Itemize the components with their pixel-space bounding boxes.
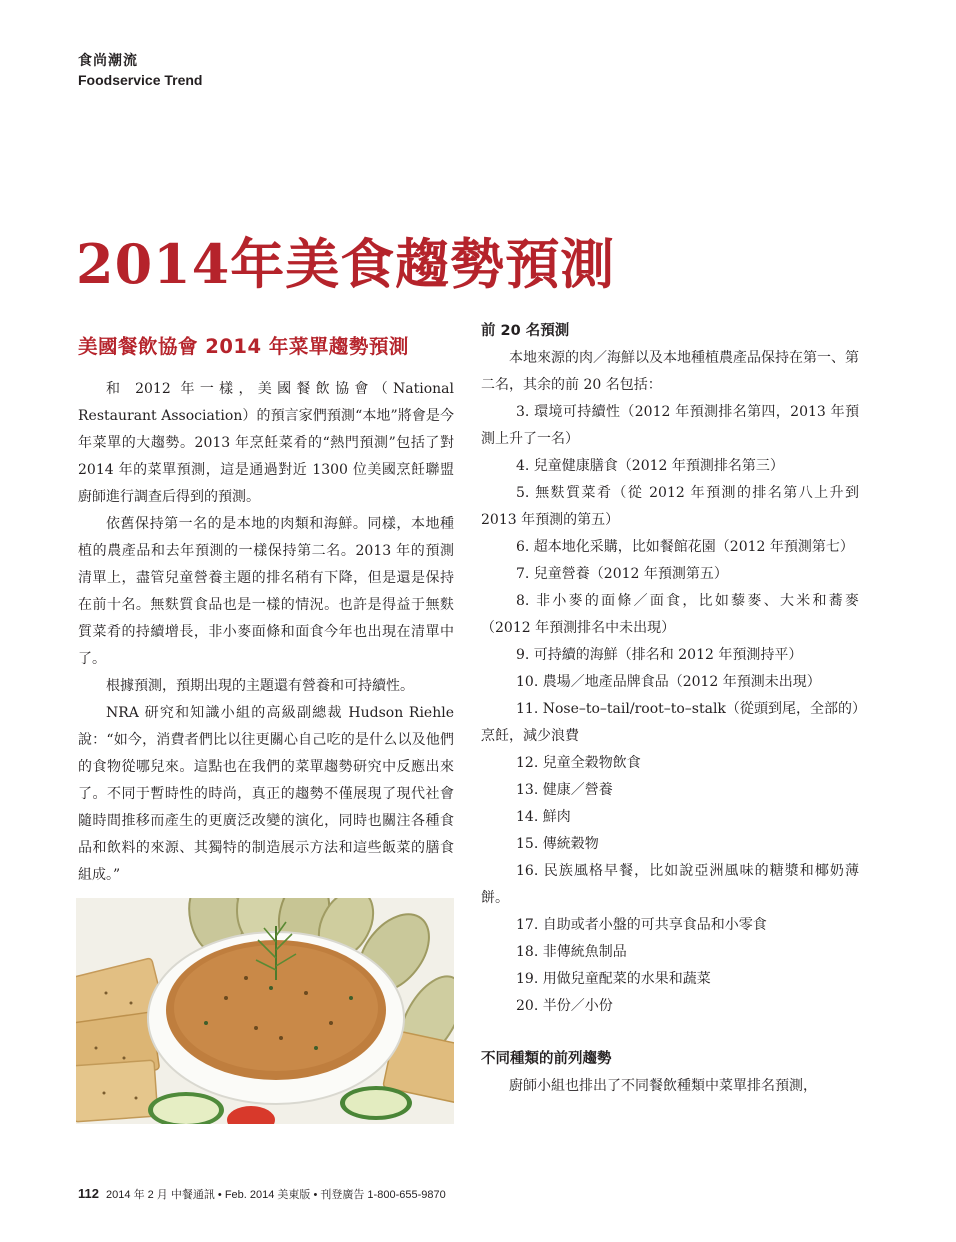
hummus-dip-illustration	[76, 898, 454, 1124]
paragraph: NRA 研究和知識小組的高級副總裁 Hudson Riehle 說：“如今，消費者們比以往更關心自己吃的是什么以及他們的食物從哪兒來。這點也在我們的菜單趨勢研究中反應出來了。不同于暫時性的時尚，真正的趨勢不僅展現了現代社會隨時間推移而產生的更廣泛改變的演化，同時也關注各種食品和飲料的來源、其獨特的制造展示方法和這些飯菜的膳食組成。”	[78, 705, 454, 883]
footer-text: 2014 年 2 月 中餐通訊 • Feb. 2014 美東版 • 刊登廣告 1-800-655-9870	[106, 1189, 446, 1201]
section-label: 食尚潮流	[78, 53, 138, 69]
list-item: 15. 傳統穀物	[516, 836, 599, 852]
list-item: 8. 非小麥的面條／面食，比如藜麥、大米和蕎麥（2012 年預測排名中未出現）	[481, 593, 859, 636]
article-title: 2014年美食趨勢預測	[76, 232, 616, 296]
list-item: 11. Nose–to–tail/root–to–stalk（從頭到尾，全部的）烹飪，減少浪費	[481, 701, 859, 744]
list-item: 3. 環境可持續性（2012 年預測排名第四，2013 年預測上升了一名）	[481, 404, 859, 447]
paragraph: 依舊保持第一名的是本地的肉類和海鮮。同樣，本地種植的農產品和去年預測的一樣保持第二名。2013 年的預測清單上，盡管兒童營養主題的排名稍有下降，但是還是保持在前十名。無麩質食品也是一樣的情況。也許是得益于無麩質菜肴的持續增長，非小麥面條和面食今年也出現在清單中了。	[78, 516, 454, 667]
right-column	[481, 318, 859, 1100]
list-item: 9. 可持續的海鮮（排名和 2012 年預測持平）	[516, 647, 803, 663]
paragraph: 根據預測，預期出現的主題還有營養和可持續性。	[106, 678, 414, 694]
page-footer	[78, 1186, 446, 1202]
list-item: 18. 非傳統魚制品	[516, 944, 627, 960]
top20-list	[481, 399, 859, 1020]
category-trends-heading: 不同種類的前列趨勢	[481, 1051, 612, 1067]
hummus-dip-photo	[76, 898, 454, 1124]
paragraph: 和 2012 年一樣，美國餐飲協會（National Restaurant Association）的預言家們預測“本地”將會是今年菜單的大趨勢。2013 年烹飪菜肴的“熱門預測”包括了對 2014 年的菜單預測，這是通過對近 1300 位美國烹飪聯盟廚師進行調查后得到的預測。	[78, 381, 454, 505]
top20-heading: 前 20 名預測	[481, 323, 570, 339]
list-item: 10. 農場／地產品牌食品（2012 年預測未出現）	[516, 674, 821, 690]
category-trends-intro: 廚師小組也排出了不同餐飲種類中菜單排名預測，	[509, 1078, 817, 1094]
list-item: 13. 健康／營養	[516, 782, 613, 798]
section-label-english: Foodservice Trend	[78, 72, 203, 88]
list-item: 4. 兒童健康膳食（2012 年預測排名第三）	[516, 458, 784, 474]
list-item: 19. 用做兒童配菜的水果和蔬菜	[516, 971, 711, 987]
list-item: 14. 鮮肉	[516, 809, 571, 825]
page-number: 112	[78, 1186, 99, 1201]
list-item: 5. 無麩質菜肴（從 2012 年預測的排名第八上升到 2013 年預測的第五）	[481, 485, 859, 528]
top20-intro: 本地來源的肉／海鮮以及本地種植農產品保持在第一、第二名，其余的前 20 名包括：	[481, 350, 859, 393]
left-column	[78, 330, 454, 889]
list-item: 16. 民族風格早餐，比如說亞洲風味的糖漿和椰奶薄餅。	[481, 863, 859, 906]
list-item: 7. 兒童營養（2012 年預測第五）	[516, 566, 728, 582]
list-item: 20. 半份／小份	[516, 998, 613, 1014]
list-item: 12. 兒童全穀物飲食	[516, 755, 641, 771]
list-item: 17. 自助或者小盤的可共享食品和小零食	[516, 917, 767, 933]
article-subtitle: 美國餐飲協會 2014 年菜單趨勢預測	[78, 335, 409, 358]
list-item: 6. 超本地化采購，比如餐館花園（2012 年預測第七）	[516, 539, 854, 555]
